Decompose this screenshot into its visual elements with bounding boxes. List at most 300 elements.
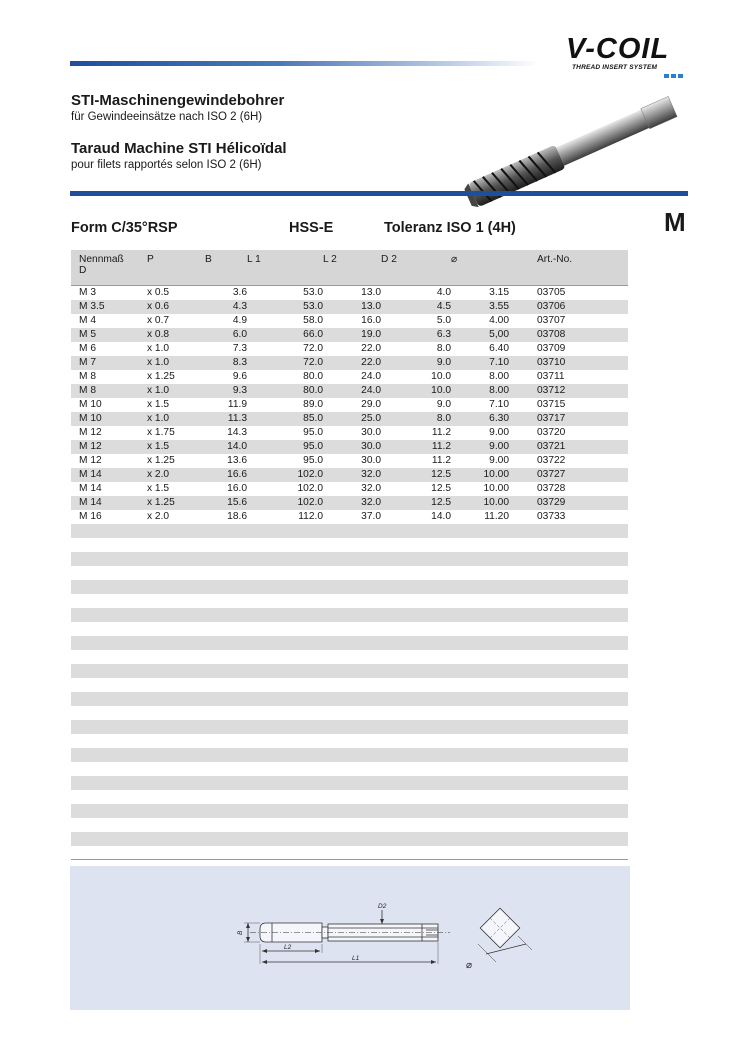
cell-l2: 30.0	[323, 440, 381, 454]
cell-d2: 8.0	[381, 412, 451, 426]
col-header-d2: D 2	[381, 250, 451, 286]
table-row	[71, 538, 628, 552]
cell-art-no: 03717	[537, 412, 628, 426]
cell-b: 4.9	[232, 315, 247, 326]
cell-spacer	[509, 790, 537, 804]
cell-spacer	[509, 692, 537, 706]
table-row	[71, 734, 628, 748]
cell-nennmass	[71, 692, 141, 706]
cell-b: 15.6	[205, 496, 247, 510]
cell-spacer	[509, 552, 537, 566]
cell-spacer	[509, 482, 537, 496]
cell-pitch: x 0.6	[141, 300, 205, 314]
cell-l2: 30.0	[361, 427, 381, 438]
cell-nennmass: M 7	[71, 356, 141, 370]
cell-pitch: x 2.0	[141, 468, 205, 482]
cell-square: 3.55	[451, 300, 509, 314]
cell-pitch: x 0.7	[147, 315, 170, 326]
cell-d2	[381, 636, 451, 650]
cell-pitch	[141, 846, 205, 860]
cell-square	[451, 762, 509, 776]
table-row	[71, 594, 628, 608]
cell-spacer	[509, 510, 537, 524]
cell-square	[451, 664, 509, 678]
spec-material: HSS-E	[289, 220, 334, 236]
cell-art-no: 03708	[537, 328, 628, 342]
cell-l1: 53.0	[247, 300, 323, 314]
cell-b	[205, 720, 247, 734]
table-row	[71, 370, 628, 384]
table-row	[71, 692, 628, 706]
cell-square: 9.00	[489, 455, 509, 466]
cell-square	[451, 566, 509, 580]
table-row	[71, 720, 628, 734]
cell-l1: 66.0	[247, 328, 323, 342]
cell-l1	[247, 566, 323, 580]
cell-nennmass	[71, 636, 141, 650]
cell-square: 5,00	[451, 328, 509, 342]
cell-pitch: x 1.0	[141, 356, 205, 370]
cell-nennmass	[71, 580, 141, 594]
cell-b: 6.0	[205, 328, 247, 342]
label-l1: L1	[352, 955, 360, 962]
cell-l1	[247, 776, 323, 790]
table-row	[71, 818, 628, 832]
cell-pitch	[141, 538, 205, 552]
cell-l2	[323, 538, 381, 552]
cell-spacer	[509, 440, 537, 454]
cell-square	[451, 692, 509, 706]
cell-nennmass	[71, 832, 141, 846]
cell-nennmass: M 6	[79, 343, 96, 354]
cell-l2	[323, 818, 381, 832]
cell-l2: 30.0	[361, 455, 381, 466]
cell-l2: 29.0	[361, 399, 381, 410]
cell-pitch: x 1.0	[147, 343, 170, 354]
cell-pitch	[141, 762, 205, 776]
cell-d2	[381, 650, 451, 664]
cell-pitch	[141, 636, 205, 650]
cell-b	[205, 748, 247, 762]
table-row	[71, 804, 628, 818]
cell-square	[451, 580, 509, 594]
table-row	[71, 412, 628, 426]
cell-d2: 12.5	[381, 496, 451, 510]
cell-spacer	[509, 762, 537, 776]
cell-l1: 80.0	[303, 371, 323, 382]
cell-l1	[247, 622, 323, 636]
cell-pitch: x 0.8	[141, 328, 205, 342]
cell-nennmass: M 5	[71, 328, 141, 342]
table-row	[71, 622, 628, 636]
table-row	[71, 776, 628, 790]
cell-d2: 9.0	[381, 356, 451, 370]
cell-square: 8.00	[489, 371, 509, 382]
cell-b: 13.6	[227, 455, 247, 466]
cell-nennmass: M 12	[79, 427, 102, 438]
cell-square	[451, 524, 509, 538]
cell-square	[451, 678, 509, 692]
cell-art-no	[537, 748, 628, 762]
table-row	[71, 678, 628, 692]
cell-nennmass	[71, 524, 141, 538]
cell-d2: 12.5	[431, 483, 451, 494]
cell-d2: 4.5	[381, 300, 451, 314]
cell-b: 14.0	[205, 440, 247, 454]
table-row	[71, 748, 628, 762]
cell-nennmass: M 12	[71, 440, 141, 454]
subtitle-french: pour filets rapportés selon ISO 2 (6H)	[71, 159, 262, 171]
cell-d2: 11.2	[431, 455, 451, 466]
table-row	[71, 636, 628, 650]
logo-wordmark: V-COIL	[566, 33, 670, 65]
cell-nennmass	[71, 552, 141, 566]
table-row	[71, 706, 628, 720]
cell-spacer	[509, 804, 537, 818]
cell-l1: 95.0	[303, 427, 323, 438]
cell-l2	[323, 678, 381, 692]
cell-l1	[247, 678, 323, 692]
cell-square: 7.10	[489, 399, 509, 410]
cell-d2	[381, 692, 451, 706]
label-square: ⌀	[466, 960, 473, 971]
cell-l1	[247, 664, 323, 678]
cell-l1	[247, 762, 323, 776]
cell-d2: 4.0	[436, 287, 451, 299]
cell-b	[205, 776, 247, 790]
cell-art-no: 03727	[537, 468, 628, 482]
table-row	[71, 580, 628, 594]
cell-d2	[381, 538, 451, 552]
cell-l2: 16.0	[361, 315, 381, 326]
cell-spacer	[509, 300, 537, 314]
cell-pitch	[141, 608, 205, 622]
cell-nennmass	[71, 664, 141, 678]
cell-art-no	[537, 650, 628, 664]
cell-d2	[381, 748, 451, 762]
cell-d2: 6.3	[381, 328, 451, 342]
cell-spacer	[509, 594, 537, 608]
cell-l2: 22.0	[361, 343, 381, 354]
col-header-b: B	[205, 250, 247, 286]
tap-spec-table	[71, 250, 628, 860]
col-header-l1: L 1	[247, 250, 323, 286]
cell-art-no	[537, 776, 628, 790]
cell-pitch	[141, 720, 205, 734]
cell-l1: 72.0	[303, 343, 323, 354]
cell-pitch: x 2.0	[147, 511, 170, 522]
cell-nennmass: M 10	[71, 412, 141, 426]
cell-square	[451, 636, 509, 650]
cell-b: 7.3	[232, 343, 247, 354]
cell-spacer	[509, 580, 537, 594]
cell-l2	[323, 720, 381, 734]
cell-l2	[323, 846, 381, 860]
cell-square: 6.40	[489, 343, 509, 354]
cell-l1: 112.0	[298, 511, 323, 522]
cell-l1: 80.0	[247, 384, 323, 398]
cell-d2	[381, 846, 451, 860]
cell-d2	[381, 678, 451, 692]
cell-b	[205, 790, 247, 804]
cell-art-no: 03711	[537, 371, 565, 382]
cell-l1	[247, 538, 323, 552]
cell-pitch: x 1.0	[141, 412, 205, 426]
cell-art-no: 03705	[537, 287, 566, 299]
cell-b	[205, 692, 247, 706]
table-row	[71, 832, 628, 846]
cell-d2	[381, 818, 451, 832]
cell-spacer	[509, 370, 537, 384]
table-row	[71, 524, 628, 538]
logo-tagline: THREAD INSERT SYSTEM	[572, 64, 658, 71]
cell-spacer	[509, 734, 537, 748]
cell-art-no	[537, 818, 628, 832]
cell-art-no	[537, 706, 628, 720]
cell-l1: 102.0	[297, 483, 323, 494]
cell-art-no	[537, 720, 628, 734]
table-row	[71, 608, 628, 622]
table-row	[71, 510, 628, 524]
table-row	[71, 762, 628, 776]
label-d2: D2	[378, 903, 387, 910]
cell-b: 11.9	[227, 399, 247, 410]
cell-art-no	[537, 622, 628, 636]
cell-square	[451, 720, 509, 734]
table-row	[71, 664, 628, 678]
cell-pitch: x 1.5	[147, 399, 170, 410]
cell-d2	[381, 594, 451, 608]
cell-d2: 14.0	[431, 511, 451, 522]
cell-d2	[381, 734, 451, 748]
cell-square	[451, 790, 509, 804]
cell-l1	[247, 524, 323, 538]
cell-pitch: x 1.75	[147, 427, 175, 438]
cell-art-no: 03720	[537, 427, 566, 438]
cell-spacer	[509, 328, 537, 342]
cell-b	[205, 846, 247, 860]
cell-b	[205, 594, 247, 608]
cell-l1: 58.0	[303, 315, 323, 326]
cell-nennmass: M 14	[71, 496, 141, 510]
cell-b	[205, 832, 247, 846]
cell-art-no	[537, 664, 628, 678]
cell-art-no	[537, 538, 628, 552]
title-german: STI-Maschinengewindebohrer	[71, 92, 285, 109]
table-row	[71, 384, 628, 398]
cell-l2	[323, 580, 381, 594]
cell-pitch	[141, 552, 205, 566]
cell-l1	[247, 650, 323, 664]
table-row	[71, 454, 628, 468]
cell-spacer	[509, 426, 537, 440]
cell-l1: 102.0	[247, 496, 323, 510]
cell-spacer	[509, 538, 537, 552]
cell-l2	[323, 790, 381, 804]
cell-d2: 12.5	[381, 468, 451, 482]
col-header-nennmass: Nennmaß D	[71, 250, 141, 286]
table-row	[71, 356, 628, 370]
cell-l2: 19.0	[323, 328, 381, 342]
cell-nennmass: M 14	[71, 468, 141, 482]
logo-dots	[664, 65, 685, 83]
cell-pitch: x 0.5	[147, 287, 170, 299]
cell-pitch: x 1.5	[141, 440, 205, 454]
table-row	[71, 790, 628, 804]
cell-nennmass	[71, 608, 141, 622]
cell-l1	[247, 846, 323, 860]
cell-l2	[323, 748, 381, 762]
cell-square: 11.20	[484, 511, 509, 522]
cell-art-no: 03721	[537, 440, 628, 454]
table-row	[71, 426, 628, 440]
cell-d2: 11.2	[431, 427, 451, 438]
cell-l1	[247, 734, 323, 748]
cell-d2: 5.0	[436, 315, 451, 326]
cell-b	[205, 706, 247, 720]
tap-dimension-diagram	[70, 866, 630, 1010]
cell-spacer	[509, 566, 537, 580]
cell-square	[451, 706, 509, 720]
cell-l2: 32.0	[361, 483, 381, 494]
cell-nennmass	[71, 538, 141, 552]
cell-l1: 85.0	[247, 412, 323, 426]
cell-b	[205, 552, 247, 566]
cell-art-no	[537, 566, 628, 580]
cell-b	[205, 664, 247, 678]
cell-b	[205, 566, 247, 580]
cell-art-no	[537, 832, 628, 846]
cell-art-no: 03709	[537, 343, 566, 354]
cell-l2	[323, 776, 381, 790]
cell-l2	[323, 762, 381, 776]
cell-square: 6.30	[451, 412, 509, 426]
cell-l2	[323, 706, 381, 720]
cell-pitch	[141, 678, 205, 692]
cell-spacer	[509, 524, 537, 538]
cell-pitch	[141, 566, 205, 580]
cell-square: 8.00	[451, 384, 509, 398]
cell-d2	[381, 706, 451, 720]
cell-nennmass	[71, 650, 141, 664]
cell-b	[205, 538, 247, 552]
cell-square	[451, 622, 509, 636]
col-header-art-no: Art.-No.	[537, 250, 628, 286]
cell-square: 10.00	[451, 496, 509, 510]
cell-art-no: 03712	[537, 384, 628, 398]
cell-l1	[247, 832, 323, 846]
cell-spacer	[509, 846, 537, 860]
cell-l2	[323, 608, 381, 622]
cell-spacer	[509, 748, 537, 762]
cell-nennmass	[71, 776, 141, 790]
subtitle-german: für Gewindeeinsätze nach ISO 2 (6H)	[71, 111, 263, 123]
cell-l2: 37.0	[361, 511, 381, 522]
cell-spacer	[509, 356, 537, 370]
cell-square	[451, 552, 509, 566]
cell-nennmass	[71, 734, 141, 748]
cell-l2	[323, 734, 381, 748]
cell-art-no	[537, 734, 628, 748]
cell-b	[205, 762, 247, 776]
cell-spacer	[509, 678, 537, 692]
cell-l1	[247, 636, 323, 650]
cell-l2	[323, 622, 381, 636]
cell-d2: 8.0	[436, 343, 451, 354]
header-divider-line	[70, 191, 688, 196]
cell-d2	[381, 776, 451, 790]
v-coil-logo	[566, 34, 688, 78]
cell-art-no: 03707	[537, 315, 566, 326]
cell-art-no	[537, 790, 628, 804]
cell-b	[205, 524, 247, 538]
cell-pitch: x 1.25	[147, 371, 175, 382]
cell-pitch	[141, 524, 205, 538]
cell-l2: 24.0	[361, 371, 381, 382]
cell-nennmass	[71, 706, 141, 720]
cell-spacer	[509, 720, 537, 734]
cell-l1	[247, 594, 323, 608]
table-row	[71, 482, 628, 496]
cell-l2	[323, 594, 381, 608]
cell-b: 16.6	[205, 468, 247, 482]
cell-square: 9.00	[451, 440, 509, 454]
cell-nennmass: M 3	[79, 287, 96, 299]
cell-nennmass	[71, 594, 141, 608]
cell-l1: 89.0	[303, 399, 323, 410]
cell-square: 10.00	[451, 468, 509, 482]
cell-square	[451, 650, 509, 664]
cell-d2	[381, 790, 451, 804]
cell-nennmass: M 8	[71, 384, 141, 398]
cell-spacer	[509, 608, 537, 622]
cell-d2	[381, 804, 451, 818]
cell-square: 10.00	[483, 483, 509, 494]
cell-square	[451, 818, 509, 832]
cell-d2: 11.2	[381, 440, 451, 454]
cell-b: 8.3	[205, 356, 247, 370]
cell-l1	[247, 608, 323, 622]
label-b: B	[237, 930, 244, 935]
cell-l1	[247, 692, 323, 706]
cell-square	[451, 832, 509, 846]
cell-nennmass	[71, 804, 141, 818]
cell-nennmass	[71, 566, 141, 580]
cell-pitch	[141, 664, 205, 678]
cell-l2	[323, 832, 381, 846]
cell-l1	[247, 748, 323, 762]
cell-art-no	[537, 692, 628, 706]
cell-art-no	[537, 762, 628, 776]
cell-square: 7.10	[451, 356, 509, 370]
cell-l1: 95.0	[247, 440, 323, 454]
diagram-drawing	[70, 866, 630, 1010]
cell-pitch	[141, 734, 205, 748]
cell-square: 4.00	[489, 315, 509, 326]
cell-spacer	[509, 454, 537, 468]
cell-pitch	[141, 804, 205, 818]
cell-art-no	[537, 678, 628, 692]
cell-l2: 32.0	[323, 468, 381, 482]
cell-b	[205, 622, 247, 636]
cell-square: 3.15	[489, 287, 509, 299]
cell-nennmass	[71, 846, 141, 860]
cell-square	[451, 734, 509, 748]
spec-tolerance: Toleranz ISO 1 (4H)	[384, 220, 516, 236]
cell-l2	[323, 524, 381, 538]
cell-nennmass	[71, 622, 141, 636]
cell-nennmass	[71, 762, 141, 776]
